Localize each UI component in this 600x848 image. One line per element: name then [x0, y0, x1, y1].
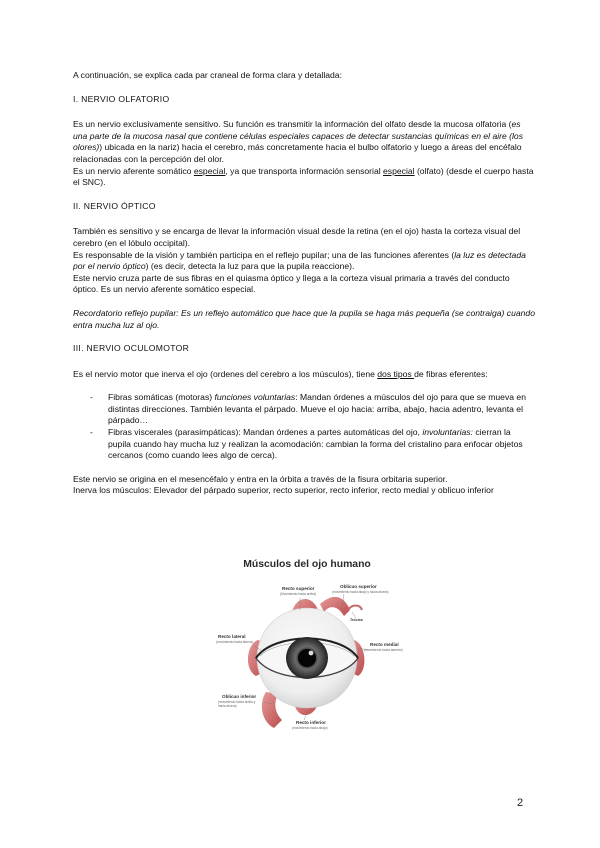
sub-recto-inferior: (movimiento hacia abajo): [292, 726, 328, 730]
oculomotor-paragraph-1: Es el nervio motor que inerva el ojo (ordenes del cerebro a los músculos), tiene dos tipos de fibras eferentes:: [73, 368, 488, 379]
pupil: [298, 649, 316, 667]
sub-recto-medial: (movimiento hacia adentro): [364, 648, 403, 652]
label-recto-superior: Recto superior: [282, 586, 315, 591]
page-number: 2: [517, 797, 524, 809]
sub-recto-lateral: (movimiento hacia afuera): [216, 640, 253, 644]
eye-muscles-illustration: [212, 552, 402, 742]
fibras-list: [73, 392, 535, 462]
section-heading-optico: II. NERVIO ÓPTICO: [73, 200, 156, 211]
label-troclea: Tróclea: [350, 618, 363, 622]
label-recto-medial: Recto medial: [370, 642, 399, 647]
list-item: - Fibras somáticas (motoras) funciones voluntarias: Mandan órdenes a músculos del ojo para que se mueva en distintas direcciones. También levanta el párpado. Mueve el ojo hacia: arriba, abajo, hacia adentro, levanta el párpado…: [90, 392, 526, 426]
olfatorio-paragraph-1: Es un nervio exclusivamente sensitivo. Su función es transmitir la información del olfato desde la mucosa olfatoria (es una parte de la mucosa nasal que contiene células especiales capaces de detectar sustancias químicas en el aire (los olores)) ubicada en la nariz) hacia el cerebro, más concretamente hacia el bulbo olfatorio y luego a áreas del encéfalo relacionadas con la percepción del olor.: [73, 119, 524, 164]
eye-muscles-figure: [212, 552, 402, 742]
figure-title: Músculos del ojo humano: [243, 559, 371, 570]
section-heading-oculomotor: III. NERVIO OCULOMOTOR: [73, 343, 190, 354]
reflejo-pupilar-reminder: Recordatorio reflejo pupilar: Es un reflejo automático que hace que la pupila se haga más pequeña (se contraiga) cuando entra mucha luz al ojo.: [73, 307, 535, 330]
optico-paragraph-1: También es sensitivo y se encarga de llevar la información visual desde la retina (en el ojo) hasta la corteza visual del cerebro (en el lóbulo occipital).: [73, 226, 521, 248]
sub-recto-superior: (Movimiento hacia arriba): [280, 592, 316, 596]
document-body: [73, 70, 535, 497]
bullet-dash: -: [90, 427, 93, 438]
label-obliquo-inferior: Oblicuo inferior: [222, 694, 257, 699]
bullet-dash: -: [90, 392, 93, 403]
olfatorio-paragraph-2: Es un nervio aferente somático especial, ya que transporta información sensorial especial (olfato) (desde el cuerpo hasta el SNC).: [73, 165, 534, 188]
optico-paragraph-3: Este nervio cruza parte de sus fibras en el quiasma óptico y llega a la corteza visual primaria a través del conducto óptico. Es un nervio aferente somático especial.: [73, 272, 510, 295]
label-obliquo-superior: Oblicuo superior: [340, 584, 377, 589]
list-item: - Fibras viscerales (parasimpáticas): Mandan órdenes a partes automáticas del ojo, involuntarias: cierran la pupila cuando hay mucha luz y realizan la acomodación: cambian la forma del cristalino para enfocar objetos cercanos (como cuando lees algo de cerca).: [90, 427, 523, 461]
sub-obliquo-inferior-2: hacia afuera): [218, 704, 237, 708]
label-recto-inferior: Recto inferior: [296, 720, 326, 725]
sub-obliquo-inferior-1: (movimiento hacia arriba y: [218, 700, 256, 704]
section-heading-olfatorio: I. NERVIO OLFATORIO: [73, 93, 170, 104]
optico-paragraph-2: Es responsable de la visión y también participa en el reflejo pupilar; una de las funciones aferentes (la luz es detectada por el nervio óptico) (es decir, detecta la luz para que la pupila reaccione).: [73, 249, 526, 272]
oculomotor-paragraph-3: Inerva los músculos: Elevador del párpado superior, recto superior, recto inferior, recto medial y oblicuo inferior: [73, 485, 494, 496]
oculomotor-paragraph-2: Este nervio se origina en el mesencéfalo y entra en la órbita a través de la fisura orbitaria superior.: [73, 473, 448, 484]
sub-obliquo-superior: (movimiento hacia abajo y hacia afuera): [332, 590, 389, 594]
label-recto-lateral: Recto lateral: [218, 634, 246, 639]
intro-text: A continuación, se explica cada par craneal de forma clara y detallada:: [73, 70, 342, 80]
trochlea-icon: [348, 606, 362, 611]
